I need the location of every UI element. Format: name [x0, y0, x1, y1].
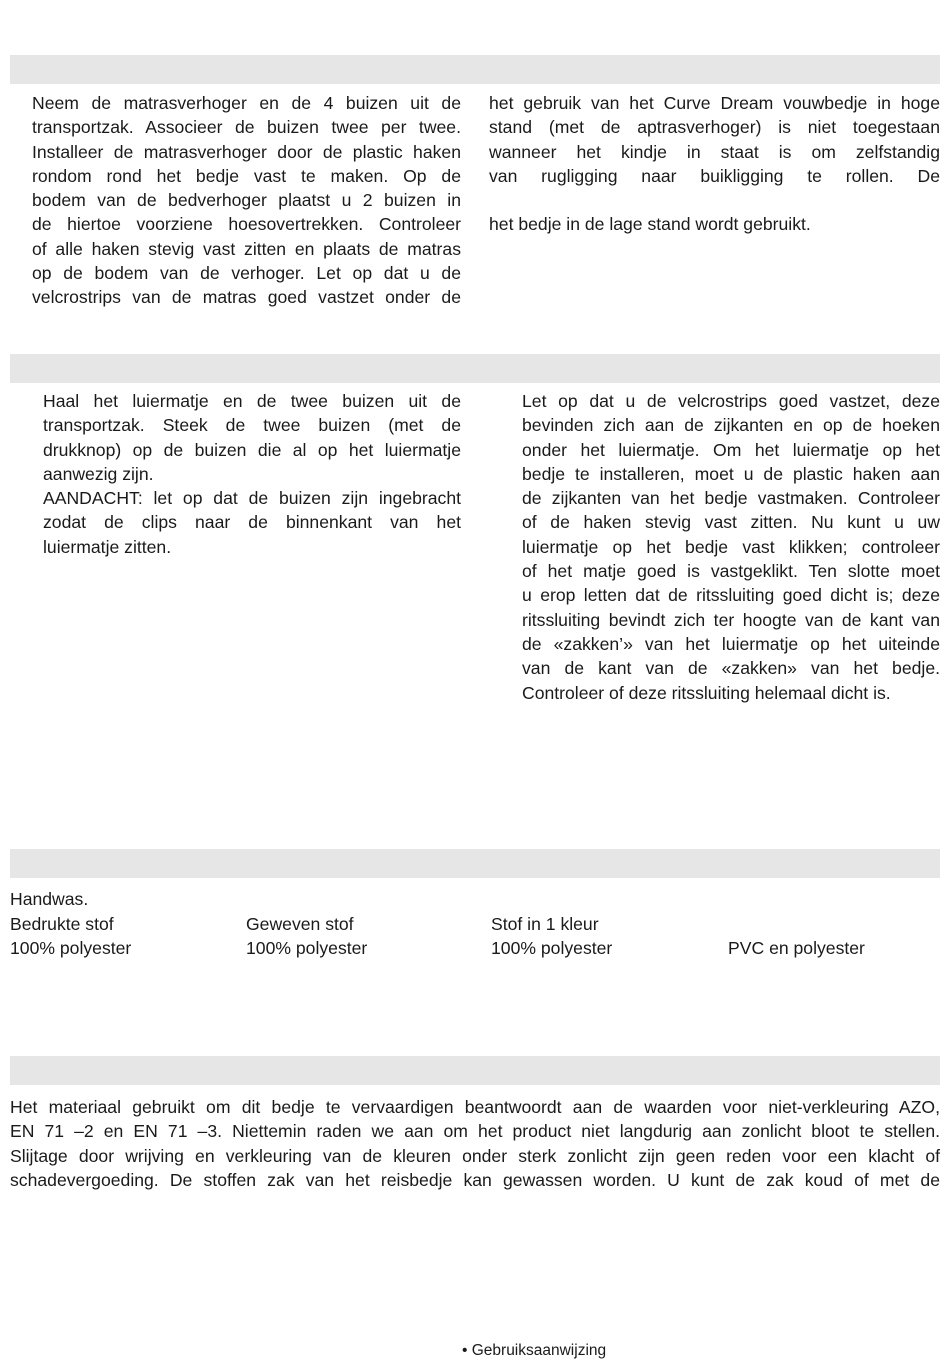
- text-line: Neem de matrasverhoger en de 4 buizen uit de: [32, 93, 461, 113]
- text-line: schadevergoeding. De stoffen zak van het reisbedje kan gewassen worden. U kunt de zak koud of met de: [10, 1169, 940, 1190]
- text-line: de hiertoe voorziene hoesovertrekken. Controleer: [32, 214, 461, 235]
- text-line: luiermatje op het bedje vast klikken; controleer: [522, 536, 940, 557]
- text-line: Let op dat u de velcrostrips goed vastzet, deze: [522, 391, 940, 411]
- text-line: u erop letten dat de ritssluiting goed dicht is; deze: [522, 585, 940, 606]
- fabric-column-pvc: [728, 936, 865, 960]
- text-line: bevinden zich aan de zijkanten en op de hoeken: [522, 415, 940, 436]
- warning-text-right: [489, 91, 940, 237]
- text-line: Installeer de matrasverhoger door de plastic haken: [32, 141, 461, 162]
- fabric-material: 100% polyester: [10, 938, 132, 959]
- fabric-column-woven: [246, 912, 367, 961]
- text-line: AANDACHT: let op dat de buizen zijn ingebracht: [43, 488, 461, 509]
- text-line: op de bodem van de verhoger. Let op dat u de: [32, 263, 461, 284]
- text-line: het gebruik van het Curve Dream vouwbedje in hoge: [489, 93, 940, 113]
- text-line: van rugligging naar buikligging te rollen. De: [489, 165, 940, 186]
- fabric-title: Geweven stof: [246, 914, 354, 934]
- changing-mat-text-left: [43, 389, 461, 559]
- text-line: velcrostrips van de matras goed vastzet onder de: [32, 287, 461, 308]
- text-line: Het materiaal gebruikt om dit bedje te vervaardigen beantwoordt aan de waarden voor niet-verkleuring AZO,: [10, 1097, 940, 1117]
- text-line: transportzak. Steek de twee buizen (met de: [43, 415, 461, 436]
- footer-label: • Gebruiksaanwijzing: [462, 1342, 607, 1359]
- text-line: de zijkanten van het bedje vastmaken. Controleer: [522, 488, 940, 509]
- text-line: EN 71 –2 en EN 71 –3. Niettemin raden we aan om het product niet langdurig aan zonlicht bloot te stellen.: [10, 1121, 940, 1142]
- text-line: of het matje goed is vastgeklikt. Ten slotte moet: [522, 561, 940, 582]
- text-line: ritssluiting bevindt zich ter hoogte van de kant van: [522, 609, 940, 630]
- text-line: zodat de clips naar de binnenkant van het: [43, 512, 461, 533]
- text-line: of de haken stevig vast zitten. Nu kunt u uw: [522, 512, 940, 533]
- text-line: wanneer het kindje in staat is om zelfstandig: [489, 141, 940, 162]
- fabric-column-single-color: [491, 912, 612, 961]
- text-line: aanwezig zijn.: [43, 463, 154, 484]
- text-line: drukknop) op de buizen die al op het luiermatje: [43, 439, 461, 460]
- text-line: Haal het luiermatje en de twee buizen uit de: [43, 391, 461, 411]
- text-line: stand (met de aptrasverhoger) is niet toegestaan: [489, 117, 940, 138]
- text-line: van de kant van de «zakken» van het bedje.: [522, 658, 940, 679]
- text-line: rondom rond het bedje vast te maken. Op de: [32, 165, 461, 186]
- text-line: Slijtage door wrijving en verkleuring van de kleuren onder sterk zonlicht zijn geen reden voor een klacht of: [10, 1145, 940, 1166]
- text-line: transportzak. Associeer de buizen twee per twee.: [32, 117, 461, 138]
- text-line: de «zakken’» van het luiermatje op het uiteinde: [522, 633, 940, 654]
- text-line: of alle haken stevig vast zitten en plaats de matras: [32, 238, 461, 259]
- section-header-bar: [10, 55, 940, 84]
- fabric-material: PVC en polyester: [728, 938, 865, 958]
- text-line: bodem van de bedverhoger plaatst u 2 buizen in: [32, 190, 461, 211]
- fabric-column-printed: [10, 912, 131, 961]
- text-line: het bedje in de lage stand wordt gebruikt.: [489, 214, 811, 235]
- fabric-material: 100% polyester: [246, 938, 368, 959]
- wash-instruction: Handwas.: [10, 889, 89, 909]
- text-line: bedje te installeren, moet u de plastic haken aan: [522, 463, 940, 484]
- text-line: onder het luiermatje. Om het luiermatje op het: [522, 439, 940, 460]
- assembly-text-left: [32, 91, 461, 310]
- text-line: Controleer of deze ritssluiting helemaal dicht is.: [522, 682, 891, 703]
- section-header-bar: [10, 849, 940, 878]
- fabric-material: 100% polyester: [491, 938, 613, 959]
- text-line: luiermatje zitten.: [43, 536, 172, 557]
- changing-mat-text-right: [522, 389, 940, 705]
- section-header-bar: [10, 1056, 940, 1085]
- section-header-bar: [10, 354, 940, 383]
- material-info-text: [10, 1095, 940, 1192]
- fabric-title: Bedrukte stof: [10, 914, 114, 934]
- fabric-title: Stof in 1 kleur: [491, 914, 599, 934]
